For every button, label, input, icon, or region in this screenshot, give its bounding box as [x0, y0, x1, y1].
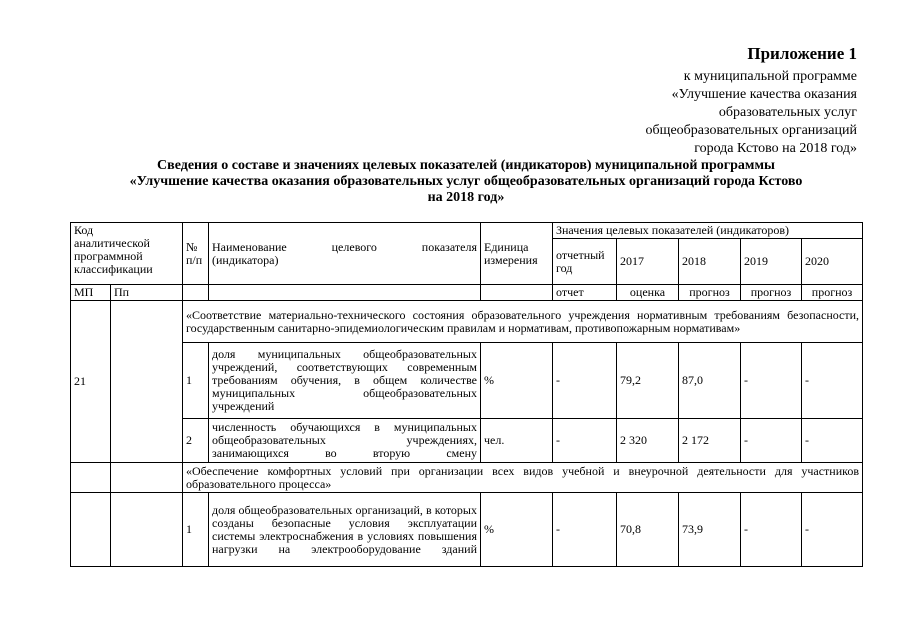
value-2018: 2 172 — [679, 419, 741, 463]
appendix-line: «Улучшение качества оказания — [671, 87, 857, 102]
indicator-name: доля общеобразовательных организаций, в которых созданы безопасные условия эксплуатации системы электроснабжения в условиях повышения нагрузки на электрооборудование зданий — [209, 493, 481, 567]
row-number: 1 — [183, 493, 209, 567]
appendix-line: образовательных услуг — [718, 105, 857, 120]
subheader-cell: прогноз — [679, 285, 741, 301]
row-number: 2 — [183, 419, 209, 463]
value-2019: - — [741, 343, 802, 419]
subheader-cell: оценка — [617, 285, 679, 301]
header-indicator-name: Наименование целевого показателя (индикатора) — [209, 223, 481, 285]
header-values-group: Значения целевых показателей (индикаторов) — [553, 223, 863, 239]
header-year: 2018 — [679, 239, 741, 285]
code-pp-cell — [111, 463, 183, 493]
row-number: 1 — [183, 343, 209, 419]
value-2018: 73,9 — [679, 493, 741, 567]
value-2018: 87,0 — [679, 343, 741, 419]
header-code: Код аналитической программной классификации — [71, 223, 183, 285]
header-number: № п/п — [183, 223, 209, 285]
appendix-line: общеобразовательных организаций — [645, 123, 857, 138]
header-year: 2019 — [741, 239, 802, 285]
value-2019: - — [741, 419, 802, 463]
value-report: - — [553, 419, 617, 463]
title-line: Сведения о составе и значениях целевых показателей (индикаторов) муниципальной программы — [157, 158, 775, 173]
value-2017: 70,8 — [617, 493, 679, 567]
value-2020: - — [802, 493, 863, 567]
header-report-year: отчетный год — [553, 239, 617, 285]
value-2020: - — [802, 343, 863, 419]
unit-cell: чел. — [481, 419, 553, 463]
title-line: «Улучшение качества оказания образовательных услуг общеобразовательных организаций города Кстово — [129, 174, 803, 189]
subheader-mp: МП — [71, 285, 111, 301]
subheader-empty — [209, 285, 481, 301]
unit-cell: % — [481, 343, 553, 419]
value-2017: 79,2 — [617, 343, 679, 419]
subheader-empty — [481, 285, 553, 301]
code-mp-cell — [71, 463, 111, 493]
value-report: - — [553, 493, 617, 567]
indicator-name: численность обучающихся в муниципальных общеобразовательных учреждениях, занимающихся во вторую смену — [209, 419, 481, 463]
header-year: 2017 — [617, 239, 679, 285]
section-title: «Соответствие материально-технического состояния образовательного учреждения нормативным требованиям безопасности, государственным санитарно-эпидемиологическим правилам и нормативам, противопожарным нормативам» — [183, 301, 863, 343]
code-pp-cell — [111, 493, 183, 567]
title-line: на 2018 год» — [427, 190, 505, 205]
value-report: - — [553, 343, 617, 419]
subheader-empty — [183, 285, 209, 301]
value-2019: - — [741, 493, 802, 567]
header-unit: Единица измерения — [481, 223, 553, 285]
indicator-name: доля муниципальных общеобразовательных учреждений, соответствующих современным требованиям обучения, в общем количестве муниципальных общеобразовательных учреждений — [209, 343, 481, 419]
document-title — [70, 158, 862, 206]
value-2017: 2 320 — [617, 419, 679, 463]
unit-cell: % — [481, 493, 553, 567]
code-pp-cell — [111, 301, 183, 463]
indicators-table — [70, 222, 863, 567]
appendix-block — [646, 44, 857, 158]
appendix-heading: Приложение 1 — [747, 44, 857, 63]
header-year: 2020 — [802, 239, 863, 285]
subheader-cell: прогноз — [741, 285, 802, 301]
value-2020: - — [802, 419, 863, 463]
subheader-cell: отчет — [553, 285, 617, 301]
code-mp-cell: 21 — [71, 301, 111, 463]
code-mp-cell — [71, 493, 111, 567]
subheader-pp: Пп — [111, 285, 183, 301]
appendix-line: города Кстово на 2018 год» — [694, 141, 857, 156]
section-title: «Обеспечение комфортных условий при организации всех видов учебной и внеурочной деятельности для участников образовательного процесса» — [183, 463, 863, 493]
appendix-line: к муниципальной программе — [683, 69, 857, 84]
subheader-cell: прогноз — [802, 285, 863, 301]
